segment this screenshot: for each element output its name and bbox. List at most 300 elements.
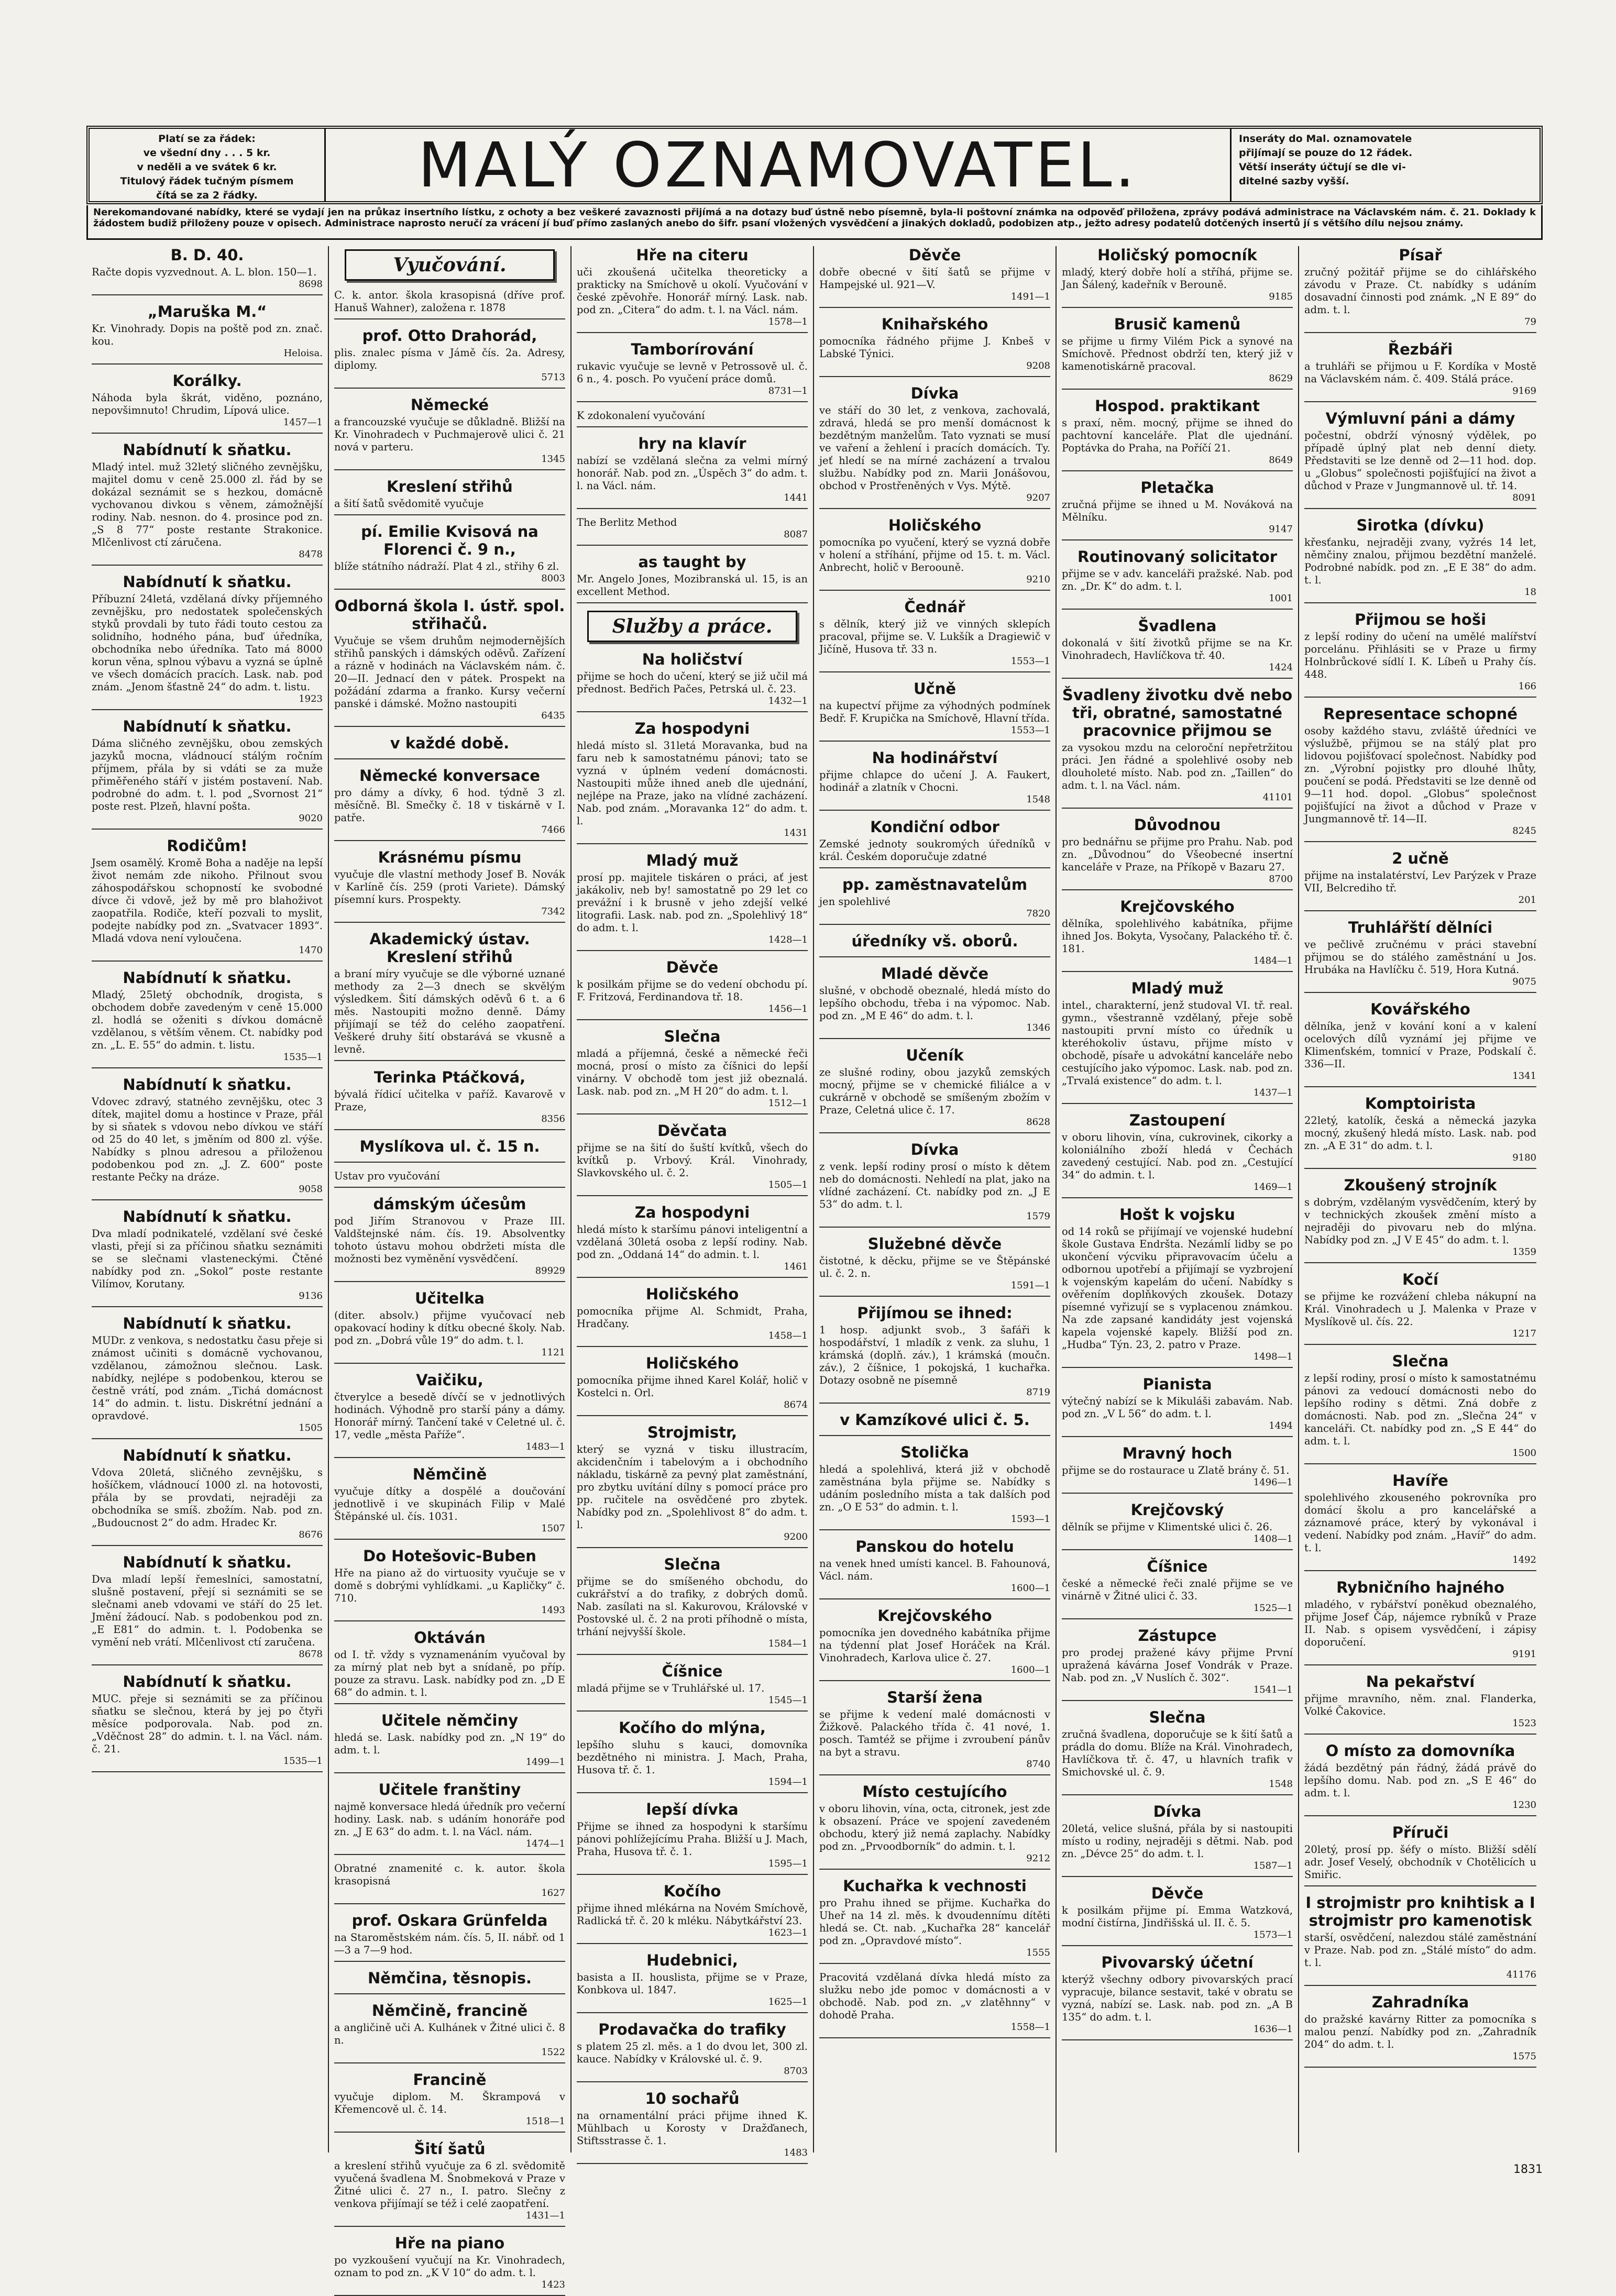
ad-text: pomocníka přijme ihned Karel Kolář, holič v Kostelci n. Orl. bbox=[577, 1374, 808, 1399]
classified-ad bbox=[334, 848, 565, 923]
ad-text: Račte dopis vyzvednout. A. L. blon. 150—1. bbox=[92, 266, 317, 278]
ad-text: se přijme ke rozvážení chleba nákupní na Král. Vinohradech u J. Malenka v Praze v Myslíkově ul. čís. 22. bbox=[1304, 1290, 1536, 1328]
classified-ad bbox=[334, 1068, 565, 1130]
ad-heading: „Maruška M.“ bbox=[147, 303, 267, 321]
ad-text: 1 hosp. adjunkt svob., 3 šafáři k hospodářství, 1 mladík z venk. za sluhu, 1 krámská (doplň. záv.), 1 krámská (moučn. záv.), 2 číšnice, 1 pokojská, 1 kuchařka. Dotazy osobně ne písemně bbox=[819, 1324, 1050, 1386]
classified-ad bbox=[577, 1122, 808, 1196]
ad-text: hledá místo k staršímu pánovi inteligentní a vzdělaná 30letá osoba z lepší rodiny. Nab. pod zn. „Oddaná 14“ do admin. t. l. bbox=[577, 1223, 808, 1261]
classified-ad bbox=[1304, 340, 1536, 402]
ad-text: C. k. antor. škola krasopisná (dříve prof. Hanuš Wahner), založena r. 1878 bbox=[334, 289, 565, 314]
ad-heading: Holičského bbox=[888, 516, 982, 534]
ad-text: přijme mravního, něm. znal. Flanderka, Volké Čakovice. bbox=[1304, 1693, 1536, 1717]
ad-text: české a německé řeči znalé přijme se ve vinárně v Žitné ulici č. 33. bbox=[1062, 1577, 1293, 1602]
classified-ad bbox=[819, 932, 1050, 957]
ad-text: dělníka, spolehlivého kabátníka, přijme ihned Jos. Bokyta, Vysočany, Palackého tř. č. 181. bbox=[1062, 918, 1293, 955]
classified-ad bbox=[1304, 1894, 1536, 1986]
ad-text: s dobrým, vzdělaným vysvědčením, který by v technických zkoušek změní místo a nejraději do pivovaru neb do mlýna. Nabídky pod zn. „J V E 45“ do adm. t. l. bbox=[1304, 1196, 1536, 1246]
ad-text: čistotné, k děcku, přijme se ve Štěpánské ul. č. 2. n. bbox=[819, 1255, 1050, 1279]
rules-box bbox=[1232, 129, 1540, 201]
ad-heading: Holičského bbox=[645, 1354, 739, 1372]
ad-heading: Na pekařství bbox=[1366, 1673, 1475, 1691]
classified-ad bbox=[819, 1783, 1050, 1870]
classified-ad bbox=[1062, 1803, 1293, 1877]
ad-text: 22letý, katolík, česká a německá jazyka mocný, zkušený hledá místo. Lask. nab. pod zn. „A E 31“ do adm. t. l. bbox=[1304, 1114, 1536, 1152]
classified-ad bbox=[1304, 410, 1536, 509]
ad-reference-number: 1505—1 bbox=[768, 1179, 808, 1190]
ad-text: ze slušné rodiny, obou jazyků zemských mocný, přijme se v chemické filiálce a v cukrárně v obchodě se smíšeným zbožím v Praze, Celetná ulice č. 17. bbox=[819, 1066, 1050, 1116]
ad-heading: Výmluvní páni a dámy bbox=[1325, 410, 1515, 427]
classified-ad bbox=[92, 969, 323, 1068]
classified-ad bbox=[1062, 898, 1293, 972]
ad-reference-number: 8091 bbox=[1512, 492, 1536, 503]
ad-heading: B. D. 40. bbox=[170, 246, 244, 264]
ad-text: mladá a příjemná, české a německé řeči mocná, prosí o místo za číšnici do lepší vinárny. V obchodě tom jest již obeznalá. Lask. nab. pod zn. „M H 20“ do adm. t. l. bbox=[577, 1047, 808, 1097]
ad-text: s dělník, který již ve vinných sklepích pracoval, přijme se. V. Lukšík a Dragiewič v Jičíně, Husova tř. 33 n. bbox=[819, 618, 1050, 655]
ad-reference-number: 1424 bbox=[1269, 662, 1293, 673]
ad-reference-number: 1217 bbox=[1512, 1328, 1536, 1339]
ad-reference-number: 7820 bbox=[1026, 908, 1050, 919]
ad-text: k posilkám přijme pí. Emma Watzková, modní čistírna, Jindřišská ul. II. č. 5. bbox=[1062, 1904, 1293, 1929]
ad-reference-number: 1522 bbox=[541, 2047, 565, 2058]
ad-heading: dámským účesům bbox=[373, 1195, 526, 1213]
ad-reference-number: 9180 bbox=[1512, 1152, 1536, 1163]
classified-ad bbox=[819, 1141, 1050, 1228]
ad-reference-number: 8478 bbox=[299, 549, 323, 560]
ad-reference-number: 1535—1 bbox=[283, 1756, 323, 1767]
classified-ad bbox=[1062, 617, 1293, 679]
classified-ad bbox=[819, 315, 1050, 377]
ad-heading: O místo za domovníka bbox=[1325, 1742, 1515, 1760]
ad-reference-number: 8700 bbox=[1269, 874, 1293, 885]
ad-heading: Mladý muž bbox=[646, 852, 739, 869]
ad-text: 20letý, prosí pp. šéfy o místo. Bližší sdělí adr. Josef Veselý, obchodník v Chotělicích u Smiřic. bbox=[1304, 1844, 1536, 1881]
classified-ad bbox=[577, 340, 808, 402]
ad-heading: Routinovaný solicitator bbox=[1077, 548, 1278, 566]
ad-heading: Německé konversace bbox=[359, 767, 540, 785]
classified-ad bbox=[334, 1862, 565, 1904]
ad-reference-number: 9210 bbox=[1026, 574, 1050, 585]
ad-reference-number: 1553—1 bbox=[1010, 725, 1050, 736]
ad-text: ve stáří do 30 let, z venkova, zachovalá, zdravá, hledá se pro menší domácnost k bezdětným manželům. Tato vyznati se musí ve vaření a žehlení i pracích domácích. Ty. jeť hledí se na mírné zacházení a trvalou službu. Nabídky pod zn. Marii Jonášovou, obchod v Prostřeněných v Vys. Mýtě. bbox=[819, 404, 1050, 492]
ad-heading: Akademický ústav. Kreslení střihů bbox=[369, 930, 530, 966]
ad-reference-number: 41176 bbox=[1506, 1969, 1536, 1980]
ad-text: Dva mladí podnikatelé, vzdělaní své české vlasti, přejí si za příčinou sňatku seznámiti se se slečnami vlasteneckými. Čtěné nabídky pod zn. „Sokol“ poste restante Vilímov, Korutany. bbox=[92, 1228, 323, 1290]
ad-text: a braní míry vyučuje se dle výborné uznané methody za 2—3 dnech se skvělým výsledkem. Šití dámských oděvů 6 t. a 6 měs. Nastoupiti možno denně. Dámy přijímají se též do celého zaopatření. Veškeré druhy šití obstarává se vkusně a levně. bbox=[334, 968, 565, 1055]
ad-reference-number: 1584—1 bbox=[768, 1638, 808, 1649]
ad-heading: Stolička bbox=[900, 1443, 969, 1461]
ad-heading: Rodičům! bbox=[167, 837, 248, 855]
classified-ad bbox=[1062, 1884, 1293, 1946]
classified-ad bbox=[577, 1555, 808, 1655]
ad-reference-number: 1457—1 bbox=[283, 417, 323, 428]
ad-reference-number: 8628 bbox=[1026, 1117, 1050, 1128]
ad-reference-number: 1469—1 bbox=[1253, 1182, 1293, 1193]
ad-reference-number: 1505 bbox=[299, 1422, 323, 1433]
ad-reference-number: 1498—1 bbox=[1253, 1351, 1293, 1362]
ad-heading: Mravný hoch bbox=[1122, 1444, 1233, 1462]
ad-reference-number: 9185 bbox=[1269, 291, 1293, 302]
ad-heading: Francině bbox=[413, 2071, 487, 2089]
ad-text: MUC. přeje si seznámiti se za příčinou sňatku se slečnou, která by jej po čtyři měsíce podporovala. Nab. pod zn. „Vděčnost 28“ do admin. t. l. na Václ. nám. č. 21. bbox=[92, 1693, 323, 1755]
ad-text: na Staroměstském nám. čís. 5, II. nábř. od 1—3 a 7—9 hod. bbox=[334, 1931, 565, 1956]
ad-reference-number: 1555 bbox=[1026, 1947, 1050, 1958]
classified-ad bbox=[577, 1204, 808, 1278]
ad-heading: 2 učně bbox=[1392, 849, 1449, 867]
ad-reference-number: 1474—1 bbox=[525, 1838, 565, 1849]
ad-text: do pražské kavárny Ritter za pomocníka s malou penzí. Nabídky pod zn. „Zahradník 204“ do adm. t. l. bbox=[1304, 2013, 1536, 2050]
classified-ad bbox=[334, 1712, 565, 1773]
ad-reference-number: 1001 bbox=[1269, 593, 1293, 604]
ad-reference-number: 1496—1 bbox=[1253, 1477, 1293, 1488]
classified-ad bbox=[1304, 1993, 1536, 2068]
classified-ad bbox=[1304, 1579, 1536, 1665]
classified-ad bbox=[577, 650, 808, 712]
ad-reference-number: 1525—1 bbox=[1253, 1603, 1293, 1614]
ad-reference-number: 1494 bbox=[1269, 1420, 1293, 1431]
ad-reference-number: 9212 bbox=[1026, 1853, 1050, 1864]
ad-text: Náhoda byla škrát, viděno, poznáno, nepovšimnuto! Chrudim, Lípová ulice. bbox=[92, 392, 323, 416]
ad-heading: Zastoupení bbox=[1129, 1111, 1226, 1129]
ad-heading: Kovářského bbox=[1370, 1000, 1470, 1018]
classified-ad bbox=[92, 573, 323, 710]
ad-reference-number: 9020 bbox=[299, 813, 323, 824]
ad-heading: Nabídnutí k sňatku. bbox=[123, 1208, 292, 1226]
ad-text: k posilkám přijme se do vedení obchodu pí. F. Fritzová, Ferdinandova tř. 18. bbox=[577, 978, 808, 1003]
ad-heading: Rybničního hajného bbox=[1336, 1579, 1504, 1596]
ad-reference-number: 8676 bbox=[299, 1529, 323, 1540]
ad-reference-number: 9058 bbox=[299, 1184, 323, 1195]
ad-reference-number: 8703 bbox=[784, 2066, 808, 2077]
ad-text: v oboru lihovin, vína, cukrovinek, cikorky a koloniálního zboží hledá v Čechách zavedený cestující. Nab. pod zn. „Cestující 34“ do admin. t. l. bbox=[1062, 1131, 1293, 1181]
ad-text: čtverylce a besedě dívčí se v jednotlivých hodinách. Výhodně pro starší pány a dámy. Honorář mírný. Tančení také v Celetné ul. č. 17, vedle „města Paříže“. bbox=[334, 1391, 565, 1441]
ad-heading: Slečna bbox=[664, 1028, 721, 1045]
ad-reference-number: 1591—1 bbox=[1010, 1280, 1050, 1291]
ad-reference-number: 1491—1 bbox=[1010, 291, 1050, 302]
ad-heading: Slečna bbox=[1392, 1352, 1449, 1370]
ad-reference-number: 1437—1 bbox=[1253, 1087, 1293, 1098]
ad-heading: Panskou do hotelu bbox=[855, 1538, 1014, 1555]
ad-reference-number: 1512—1 bbox=[768, 1098, 808, 1109]
ad-text: Hře na piano až do virtuosity vyučuje se v domě s dobrými vyhlídkami. „u Kapličky“ č. 710. bbox=[334, 1567, 565, 1604]
ad-text: Obratné znamenité c. k. autor. škola krasopisná bbox=[334, 1862, 565, 1887]
ad-heading: Hudebnici, bbox=[646, 1951, 738, 1969]
ad-heading: Havíře bbox=[1392, 1472, 1448, 1489]
ad-reference-number: 1541—1 bbox=[1253, 1684, 1293, 1695]
classified-ad bbox=[819, 1411, 1050, 1436]
ad-heading: Kondiční odbor bbox=[870, 818, 999, 836]
classified-ad bbox=[92, 837, 323, 962]
ad-reference-number: 1579 bbox=[1026, 1211, 1050, 1222]
ad-heading: Přijmou se hoši bbox=[1354, 611, 1487, 628]
ad-heading: Nabídnutí k sňatku. bbox=[123, 1673, 292, 1691]
ad-heading: Kočí bbox=[1402, 1271, 1439, 1288]
ad-reference-number: 1594—1 bbox=[768, 1776, 808, 1787]
classified-ad bbox=[1304, 1352, 1536, 1464]
ad-heading: Učeník bbox=[906, 1046, 964, 1064]
classified-ad bbox=[334, 2234, 565, 2296]
classified-ad bbox=[577, 1882, 808, 1944]
ad-text: a truhláři se přijmou u F. Kordíka v Mostě na Václavském nám. č. 409. Stálá práce. bbox=[1304, 360, 1536, 385]
ad-text: pomocníka řádného přijme J. Knbeš v Labské Týnici. bbox=[819, 335, 1050, 360]
ad-reference-number: 8003 bbox=[541, 573, 565, 584]
ad-text: Dva mladí lepší řemeslníci, samostatní, slušně postavení, přejí si seznámiti se se slečnami aneb vdovami ve stáří do 25 let. Jmění žádoucí. Nab. s podobenkou pod zn. „E E81“ do admin. t. l. Podobenka se vymění neb vrátí. Mlčenlivost ctí zaručena. bbox=[92, 1573, 323, 1648]
ad-reference-number: 9207 bbox=[1026, 492, 1050, 503]
ad-text: přijme se hoch do učení, který se již učil má přednost. Bedřich Pačes, Petrská ul. č. 23. bbox=[577, 670, 808, 695]
classified-ad bbox=[334, 396, 565, 470]
ad-reference-number: 9200 bbox=[784, 1531, 808, 1542]
ad-heading: Děvče bbox=[666, 958, 719, 976]
ad-text: zručná přijme se ihned u M. Nováková na Mělníku. bbox=[1062, 499, 1293, 523]
ad-text: prosí pp. majitele tiskáren o práci, ať jest jakákoliv, neb by! samostatně po 29 let co prevážní i k brusně v jeho zdejší velké litografii. Lask. nab. pod zn. „Spolehlivý 18“ do adm. t. l. bbox=[577, 871, 808, 934]
classified-ad bbox=[819, 876, 1050, 925]
ad-heading: Číšnice bbox=[662, 1662, 723, 1680]
ad-heading: Důvodnou bbox=[1134, 816, 1221, 834]
ad-heading: Nabídnutí k sňatku. bbox=[123, 1553, 292, 1571]
ad-reference-number: 8629 bbox=[1269, 373, 1293, 384]
ad-heading: Němčina, těsnopis. bbox=[368, 1969, 532, 1987]
classified-ad bbox=[334, 1547, 565, 1621]
classified-ad bbox=[334, 289, 565, 319]
ad-heading: Nabídnutí k sňatku. bbox=[123, 1315, 292, 1332]
classified-ad bbox=[819, 680, 1050, 742]
ad-text: Vyučuje se všem druhům nejmodernějších střihů panských i dámských oděvů. Zařízení a rázně v hodinách na Václavském nám. č. 20—II. Jednací den v pátek. Prospekt na požádání zdarma a franko. Kursy večerní panské i dámské. Možno nastoupiti bbox=[334, 635, 565, 710]
classified-ad bbox=[1062, 816, 1293, 890]
classified-ad bbox=[334, 1969, 565, 1994]
ad-heading: lepší dívka bbox=[646, 1801, 739, 1818]
ad-reference-number: 1428—1 bbox=[768, 934, 808, 945]
ad-heading: Dívka bbox=[910, 1141, 959, 1158]
ad-text: Mladý intel. muž 32letý sličného zevnějšku, majitel domu v ceně 25.000 zl. řád by se dokázal seznámit se s hezkou, domácně vychovanou divkou s věnem, zámožnější rodiny. Nab. nesnon. do 4. prosince pod zn. „S 8 77“ poste restante Strakonice. Mlčenlivost ctí záručena. bbox=[92, 461, 323, 548]
ad-text: na ornamentální práci přijme ihned K. Mühlbach u Korosty v Dražďanech, Stiftsstrasse č. 1. bbox=[577, 2110, 808, 2147]
ad-text: Vdova 20letá, sličného zevnějšku, s hošíčkem, vládnoucí 1000 zl. na hotovosti, přála by se provdati, nejraději za obchodníka se smíš. zbožím. Nab. pod zn. „Budoucnost 2“ do adm. Hradec Kr. bbox=[92, 1466, 323, 1529]
classified-ad bbox=[334, 734, 565, 759]
ad-reference-number: 1341 bbox=[1512, 1070, 1536, 1081]
classified-ad bbox=[819, 1046, 1050, 1133]
ad-heading: Na holičství bbox=[642, 650, 743, 668]
classified-ad bbox=[334, 1465, 565, 1540]
classified-ad bbox=[92, 1553, 323, 1665]
ad-heading: Do Hotešovic-Buben bbox=[363, 1547, 536, 1565]
classified-ad bbox=[577, 410, 808, 427]
ad-heading: Švadleny životku dvě nebo tři, obratné, samostatné pracovnice přijmou se bbox=[1062, 686, 1293, 739]
ad-reference-number: 1507 bbox=[541, 1523, 565, 1534]
ad-text: od I. tř. vždy s vyznamenáním vyučoval by za mírný plat neb byt a snídaně, po příp. pouze za stravu. Lask. nabídky pod zn. „D E 68“ do admin. t. l. bbox=[334, 1649, 565, 1698]
ad-reference-number: 166 bbox=[1518, 681, 1536, 692]
ad-reference-number: 1548 bbox=[1269, 1779, 1293, 1790]
ad-reference-number: 1558—1 bbox=[1010, 2022, 1050, 2033]
classified-ad bbox=[1304, 1472, 1536, 1571]
rate-line: ve všední dny . . . 5 kr. bbox=[143, 147, 271, 159]
ad-heading: Za hospodyni bbox=[634, 720, 750, 737]
column-1 bbox=[86, 246, 329, 2152]
ad-reference-number: 9075 bbox=[1512, 976, 1536, 987]
classified-ad bbox=[1304, 919, 1536, 993]
ad-heading: Terinka Ptáčková, bbox=[373, 1068, 526, 1086]
classified-ad bbox=[334, 1629, 565, 1704]
ad-heading: Přijímou se ihned: bbox=[857, 1304, 1013, 1322]
ad-heading: hry na klavír bbox=[638, 435, 746, 452]
ad-reference-number: 7466 bbox=[541, 824, 565, 835]
ad-text: Přijme se ihned za hospodyni k staršímu pánovi pohlížejícímu Praha. Bližší u J. Mach, Praha, Husova tř. č. 1. bbox=[577, 1820, 808, 1858]
ad-text: v oboru lihovin, vína, octa, citronek, jest zde k obsazení. Práce ve spojení zavedeném obchodu, který již nemá zaplachy. Nabídky pod zn. „Prvoodborník“ do admin. t. l. bbox=[819, 1803, 1050, 1852]
classified-ad bbox=[819, 1607, 1050, 1681]
classified-ad bbox=[1062, 246, 1293, 308]
ad-reference-number: Heloisa. bbox=[283, 348, 323, 359]
classified-ad bbox=[577, 2021, 808, 2082]
ad-text: přijme se do smíšeného obchodu, do cukrářství a do trafiky, z dobrých domů. Nab. zasílati na sl. Kakurovou, Královské v Postovské ul. č. 2 na proti příhodně o místa, trhání nejvyšší škole. bbox=[577, 1575, 808, 1638]
ad-heading: I strojmistr pro knihtisk a I strojmistr pro kamenotisk bbox=[1305, 1894, 1535, 1929]
ad-heading: Kočího bbox=[663, 1882, 721, 1900]
classified-ad bbox=[334, 1138, 565, 1163]
ad-text: bývalá řídicí učitelka v paříž. Kavarově v Praze, bbox=[334, 1088, 565, 1113]
classified-ad bbox=[1062, 315, 1293, 390]
ad-reference-number: 1600—1 bbox=[1010, 1583, 1050, 1594]
ad-text: slušné, v obchodě obeznalé, hledá místo do lepšího obchodu, třeba i na výpomoc. Nab. pod zn. „M E 46“ do adm. t. l. bbox=[819, 985, 1050, 1022]
ad-text: vyučuje dítky a dospělé a doučování jednotlivě i ve skupinách Filip v Malé Štěpánské ul. čís. 1031. bbox=[334, 1485, 565, 1522]
ad-reference-number: 1625—1 bbox=[768, 1996, 808, 2007]
ad-heading: Prodavačka do trafiky bbox=[598, 2021, 786, 2038]
classified-ad bbox=[1062, 1111, 1293, 1198]
ad-heading: Krejčovský bbox=[1130, 1501, 1224, 1519]
ad-heading: Zahradníka bbox=[1371, 1993, 1469, 2011]
ad-reference-number: 9208 bbox=[1026, 360, 1050, 371]
classified-ad bbox=[819, 516, 1050, 591]
ad-reference-number: 8740 bbox=[1026, 1759, 1050, 1770]
ad-reference-number: 18 bbox=[1524, 587, 1536, 598]
classified-ad bbox=[1062, 1444, 1293, 1494]
classified-ad bbox=[1062, 1708, 1293, 1795]
classified-ad bbox=[819, 749, 1050, 811]
ad-heading: Zkoušený strojník bbox=[1344, 1176, 1497, 1194]
ad-heading: Děvče bbox=[1151, 1884, 1204, 1902]
ad-text: mladá přijme se v Truhlářské ul. 17. bbox=[577, 1682, 765, 1694]
rules-line: Inseráty do Mal. oznamovatele bbox=[1239, 133, 1412, 145]
ad-text: osoby každého stavu, zvláště úředníci ve výslužbě, přijmou se na stálý plat pro lidovou pojišťovací společnost. Nabídky pod zn. „Výrobní pojistky pro dlouhé lhůty, poučení se podá. Představiti se lze denně od 9—11 hod. dopol. „Globus“ společnost pojišťující na život a důchod v Praze v Jungmannově tř. 14—II. bbox=[1304, 725, 1536, 825]
ad-text: od 14 roků se přijímají ve vojenské hudební škole Gustava Endrštа. Nezámlí lidby se po ukončení výcviku připravovacím účelu a odbornou upotřebí a přijímají se vyzbrojení k vojenským kapelám do učení. Nabídky s ověřením doplňkových zkoušek. Dotazy písemné vyřizují se s vyplacenou známkou. Na zde zapsané kandidáty jest vojenská kapela vojenské kapely. Bližší pod zn. „Hudba“ Týn. 23, 2. patro v Praze. bbox=[1062, 1226, 1293, 1351]
ad-heading: Příruči bbox=[1392, 1824, 1449, 1841]
ad-heading: Kuchařka k vechnosti bbox=[843, 1877, 1027, 1895]
ad-heading: Mladé děvče bbox=[881, 965, 989, 983]
classified-ad bbox=[577, 435, 808, 509]
ad-reference-number: 1587—1 bbox=[1253, 1860, 1293, 1871]
ad-heading: Knihařského bbox=[881, 315, 988, 333]
ad-heading: pí. Emilie Kvisová na Florenci č. 9 n., bbox=[361, 523, 538, 558]
ad-heading: Pivovarský účetní bbox=[1101, 1953, 1254, 1971]
ad-reference-number: 8356 bbox=[541, 1113, 565, 1124]
ad-text: uči zkoušená učitelka theoreticky a prakticky na Smíchově u okolí. Vyučování v české zpěvohře. Honorář mírný. Lask. nab. pod zn. „Citera“ do adm. t. l. na Václ. nám. bbox=[577, 266, 808, 316]
ad-text: z lepší rodiny do učení na umělé malířství porcelánu. Přihlásiti se v Praze u firmy Holnbrůckové sídlí I. K. Líbeň u Prahy čís. 448. bbox=[1304, 631, 1536, 680]
ad-heading: Zástupce bbox=[1138, 1627, 1217, 1644]
ad-reference-number: 79 bbox=[1524, 316, 1536, 327]
ad-reference-number: 1623—1 bbox=[768, 1927, 808, 1938]
ad-text: dobře obecné v šití šatů se přijme v Hampejské ul. 921—V. bbox=[819, 266, 1050, 291]
ad-heading: Čednář bbox=[904, 598, 965, 616]
masthead-frame bbox=[86, 126, 1543, 204]
ad-heading: as taught by bbox=[638, 553, 746, 571]
ad-reference-number: 6435 bbox=[541, 710, 565, 721]
section-heading: Služby a práce. bbox=[587, 611, 797, 642]
ad-text: hledá místo sl. 31letá Moravanka, bud na faru neb k samostatnému pánovi; tato se vyzná v úplném vedení domácnosti. Nastoupiti může ihned aneb dle ujednání, nejlépe na Praze, jako na vlídné zacházení. Nab. pod znám. „Moravanka 12“ do adm. t. l. bbox=[577, 739, 808, 827]
ad-text: se přijme u firmy Vilém Pick a synové na Smíchově. Přednost obdrží ten, který již v kamenotiskárně pracoval. bbox=[1062, 335, 1293, 372]
classified-ad bbox=[92, 1447, 323, 1546]
ad-heading: pp. zaměstnavatelům bbox=[842, 876, 1028, 893]
classified-ad bbox=[1304, 849, 1536, 911]
classified-ad bbox=[819, 1877, 1050, 1964]
ad-text: dělníka, jenž v kování koní a v kalení ocelových dílů vyznámí jej přijme ve Klimenťském, tomnicí v Praze, Podskalí č. 336—II. bbox=[1304, 1020, 1536, 1070]
ad-heading: Slečna bbox=[1149, 1708, 1206, 1726]
ad-heading: Korálky. bbox=[172, 372, 242, 390]
ad-text: zručný požitář přijme se do cihlářského závodu v Praze. Ct. nabídky s udáním dosavadní činnosti pod známk. „N E 89“ do adm. t. l. bbox=[1304, 266, 1536, 316]
classified-ad bbox=[1304, 1176, 1536, 1263]
ad-reference-number: 9169 bbox=[1512, 385, 1536, 396]
classified-ad bbox=[577, 1028, 808, 1114]
ad-heading: Hře na citeru bbox=[636, 246, 749, 264]
ad-text: MUDr. z venkova, s nedostatku času přeje si známost učiniti s domácně vychovanou, vzdělanou, zámožnou slečnou. Lask. nabídky, nejlépe s podobenkou, kterou se čestně vrátí, pod znám. „Tichá domácnost 14“ do admin. t. listu. Diskrétní jednání a opravdové. bbox=[92, 1334, 323, 1422]
classified-ad bbox=[334, 2071, 565, 2133]
classified-ad bbox=[92, 303, 323, 365]
ad-heading: Komptoiristа bbox=[1365, 1095, 1476, 1112]
ad-text: z lepší rodiny, prosí o místo k samostatnému pánovi za vedoucí domácnosti nebo do lepšího rodiny s dětmi. Zná dobře z domácnosti. Nab. pod zn. „Slečna 24“ v kanceláři. Ct. nabídky pod zn. „S E 44“ do adm. t. l. bbox=[1304, 1372, 1536, 1447]
ad-heading: Číšnice bbox=[1147, 1558, 1208, 1575]
ad-text: Mr. Angelo Jones, Mozibranská ul. 15, is an excellent Method. bbox=[577, 573, 808, 598]
ad-text: výtečný nabízí se k Mikuláši zabavám. Nab. pod zn. „V L 56“ do adm. t. l. bbox=[1062, 1395, 1293, 1420]
ad-heading: Nabídnutí k sňatku. bbox=[123, 441, 292, 459]
ad-text: dokonalá v šití životků přijme se na Kr. Vinohradech, Havlíčkova tř. 40. bbox=[1062, 637, 1293, 661]
ad-heading: Representace schopné bbox=[1323, 705, 1518, 723]
ad-heading: Švadlena bbox=[1138, 617, 1217, 635]
administration-notice: Nerekomandované nabídky, které se vydají jen na průkaz insertního lístku, z ochoty a bez veškeré zavaznosti přijímá a na dotazy buď ústně nebo písemně, byla-li poštovní známka na odpověď přiložena, zprávy podává administrace na Václavském nám. č. 21. Doklady k žádostem budiž přiloženy pouze v opisech. Administrace naprosto neručí za vrácení jí buď přímo zaslaných anebo do šifr. psaní vložených vysvědčení a jinakých dokladů, podobizen atp., ježto adresy podatelů dotčených insertů jí s většího dílu nejsou známy. bbox=[86, 205, 1543, 240]
ad-heading: prof. Otto Drahorád, bbox=[362, 327, 537, 345]
ad-text: hledá se. Lask. nabídky pod zn. „N 19“ do adm. t. l. bbox=[334, 1731, 565, 1756]
ad-reference-number: 1441 bbox=[784, 492, 808, 503]
ad-text: s platem 25 zl. měs. a 1 do dvou let, 300 zl. kauce. Nabídky v Královské ul. č. 9. bbox=[577, 2040, 808, 2065]
ad-text: intel., charakterní, jenž studoval VI. tř. real. gymn., všestranně vzdělaný, přeje sobě nastoupiti první místo co úředník u kteréhokoliv ústavu, přijme místo v obchodě, písaře u advokátní kanceláře nebo cestujícího jako výpomoc. Lask. nab. pod zn. „Trvalá existence“ do adm. t. l. bbox=[1062, 999, 1293, 1087]
column-3 bbox=[571, 246, 814, 2158]
ad-heading: Slečna bbox=[664, 1555, 721, 1573]
ad-reference-number: 1484—1 bbox=[1253, 955, 1293, 966]
ad-reference-number: 1535—1 bbox=[283, 1052, 323, 1063]
ad-heading: Řezbáři bbox=[1388, 340, 1453, 358]
ad-text: který se vyzná v tisku illustracím, akcidenčním i tabelovým a i obchodního nákladu, tiskárně za pevný plat zaměstnání, pro zbytku uvítání dílny s pomocí práce pro pp. ručitele na osvědčené pro zbytek. Nabídky pod zn. „Spolehlivost 8“ do adm. t. l. bbox=[577, 1443, 808, 1531]
classified-ad bbox=[577, 1423, 808, 1548]
classified-ad bbox=[1304, 1673, 1536, 1735]
classified-ad bbox=[1304, 1824, 1536, 1886]
classified-ad bbox=[1304, 1095, 1536, 1169]
rate-line: v neděli a ve svátek 6 kr. bbox=[137, 161, 277, 173]
ad-text: přijme na instalatérství, Lev Parýzek v Praze VII, Belcrediho tř. bbox=[1304, 869, 1536, 894]
rate-line: Platí se za řádek: bbox=[158, 133, 256, 145]
ad-text: se přijme k vedení malé domácnosti v Žižkově. Palackého třída č. 41 nové, 1. posch. Tamtéž se přijme i zvroubení pánův na byt a stravu. bbox=[819, 1708, 1050, 1758]
classified-ad bbox=[92, 718, 323, 830]
classified-ad bbox=[92, 1315, 323, 1439]
ad-heading: Německé bbox=[410, 396, 489, 414]
ad-heading: Učitele franštiny bbox=[378, 1781, 521, 1798]
classified-ad bbox=[819, 1688, 1050, 1775]
ad-text: mladý, který dobře holí a stříhá, přijme se. Jan Šálený, kadeřník v Berouně. bbox=[1062, 266, 1293, 291]
classified-ad bbox=[577, 516, 808, 546]
ad-heading: v Kamzíkové ulici č. 5. bbox=[840, 1411, 1030, 1429]
ad-text: pomocníka po vyučení, který se vyzná dobře v holení a stříhání, přijme od 15. t. m. Václ. Anbrecht, holič v Beroouně. bbox=[819, 536, 1050, 573]
column-4 bbox=[814, 246, 1057, 2152]
classified-ad bbox=[1062, 397, 1293, 471]
ad-reference-number: 1627 bbox=[541, 1887, 565, 1898]
ad-heading: úředníky vš. oborů. bbox=[851, 932, 1018, 950]
ad-reference-number: 89929 bbox=[535, 1265, 565, 1276]
page-footer-number: 1831 bbox=[1513, 2163, 1543, 2176]
ad-text: hledá a spolehlivá, která již v obchodě zaměstnána byla přijme se. Nabídky s udáním posledního místa a tak dalších pod zn. „O E 53“ do admin. t. l. bbox=[819, 1463, 1050, 1513]
ad-heading: Šití šatů bbox=[414, 2140, 486, 2158]
classified-ad bbox=[1304, 1271, 1536, 1345]
